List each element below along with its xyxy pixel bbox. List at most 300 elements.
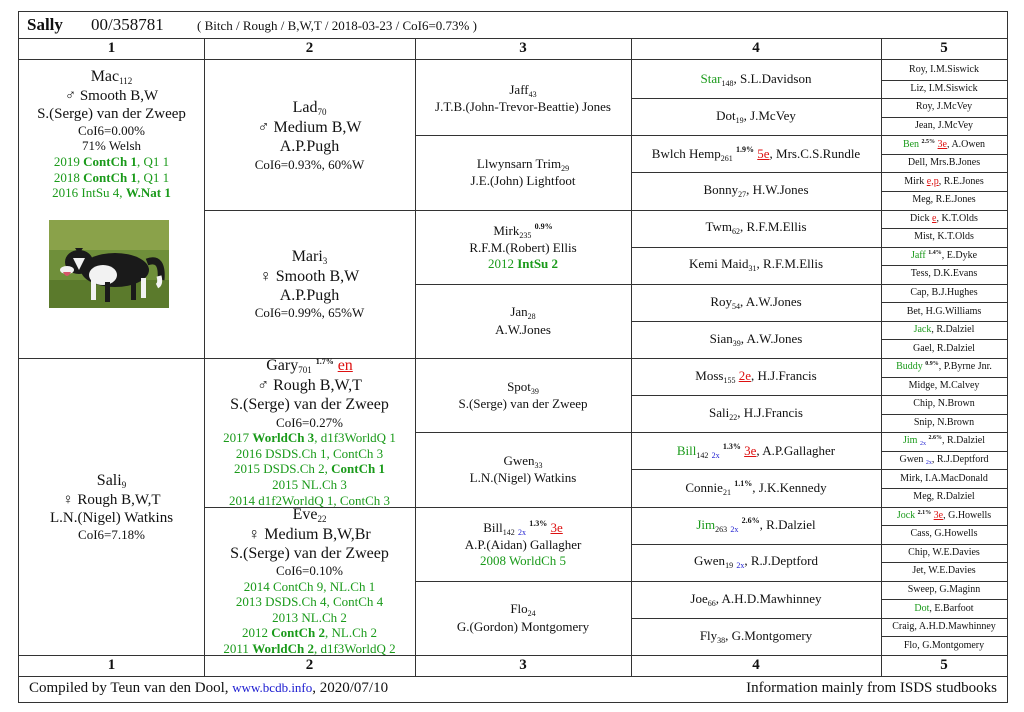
result-line	[204, 610, 415, 626]
coi-percent: 2.6%	[928, 434, 942, 441]
dog-name: Sali	[96, 471, 122, 489]
result-highlight: ContCh 1	[83, 153, 137, 169]
result-text: 2015 DSDS.Ch 2,	[234, 461, 332, 477]
dog-owner: , A.P.Gallagher	[756, 442, 836, 458]
dog-owner: , G.Montgomery	[917, 639, 985, 651]
dog-name: Star	[700, 70, 722, 86]
repeat-marker: 2x	[711, 450, 720, 460]
coi-percent: 2.1%	[917, 509, 932, 516]
dog-name-line	[881, 417, 1007, 429]
dog-owner: , S.L.Davidson	[733, 70, 812, 86]
dog-name: Bonny	[703, 182, 739, 198]
dog-name-line	[881, 380, 1007, 392]
result-line	[204, 641, 415, 657]
registration-suffix: 33	[534, 460, 543, 470]
result-text: 2018	[53, 169, 84, 185]
result-line	[204, 461, 415, 477]
pedigree-cell[interactable]	[881, 191, 1007, 210]
result-highlight: ContCh 1	[331, 461, 385, 477]
eye-marker: e	[932, 212, 937, 224]
dog-name: Llwynsarn Trim	[476, 155, 562, 171]
dog-owner: S.(Serge) van der Zweep	[458, 396, 588, 412]
dog-name: Spot	[507, 378, 531, 394]
pedigree-cell[interactable]	[204, 61, 415, 210]
dog-name-line	[415, 82, 631, 100]
registration-suffix: 142	[696, 450, 709, 460]
pedigree-cell[interactable]	[631, 544, 881, 581]
registration-suffix: 19	[725, 561, 734, 571]
dog-name-line	[881, 398, 1007, 410]
pedigree-cell[interactable]	[415, 61, 631, 135]
dog-name-line	[631, 145, 881, 164]
dog-owner: , A.H.D.Mawhinney	[715, 590, 822, 606]
dog-sex-line: ♂ Smooth B,W	[64, 87, 159, 104]
registration-suffix: 21	[722, 487, 731, 497]
result-text: 2013 DSDS.Ch 4, ContCh 4	[235, 594, 384, 610]
dog-owner: , I.M.Siswick	[923, 82, 978, 94]
pedigree-cell[interactable]	[881, 98, 1007, 117]
coi-percent: 1.3%	[722, 441, 741, 451]
dog-name-line	[881, 435, 1007, 448]
generation-label-1: 1	[107, 657, 116, 673]
dog-name: Dell	[907, 157, 926, 169]
eye-marker: 2e	[738, 367, 751, 383]
dog-name-line	[631, 71, 881, 89]
dog-name: Gael	[913, 342, 932, 354]
dog-name: Snip	[913, 416, 933, 428]
dog-owner: , W.E.Davies	[927, 546, 980, 558]
dog-name-line	[631, 553, 881, 571]
pedigree-cell[interactable]	[415, 284, 631, 358]
dog-name-line	[204, 247, 415, 267]
dog-name: Bet	[906, 305, 921, 317]
registration-suffix: 28	[527, 312, 536, 322]
pedigree-cell[interactable]	[881, 302, 1007, 321]
dog-name: Mirk	[904, 175, 925, 187]
footer-compiled: Compiled by Teun van den Dool,	[29, 680, 229, 696]
dog-owner: , G.Howells	[929, 528, 978, 540]
result-text: , d1f3WorldQ 1	[314, 430, 396, 446]
registration-suffix: 43	[528, 89, 537, 99]
pedigree-cell[interactable]	[631, 618, 881, 655]
dog-name-line	[204, 98, 415, 118]
dog-owner: , R.F.M.Ellis	[740, 219, 807, 235]
dog-owner: , B.J.Hughes	[926, 287, 978, 299]
generation-label-2: 2	[305, 657, 314, 673]
dog-name: Fly	[699, 627, 718, 643]
pedigree-cell[interactable]	[881, 544, 1007, 563]
eye-marker: 3e	[744, 442, 757, 458]
dog-name: Jaff	[910, 249, 926, 261]
repeat-marker: 2x	[919, 440, 926, 447]
pedigree-cell[interactable]	[881, 284, 1007, 303]
dog-name: Roy	[915, 101, 932, 113]
coi-value: CoI6=0.00%	[78, 122, 145, 138]
pedigree-cell[interactable]	[204, 358, 415, 507]
dog-name-line	[204, 505, 415, 525]
pedigree-cell[interactable]	[881, 618, 1007, 637]
pedigree-cell[interactable]	[631, 469, 881, 506]
dog-name: Gwen	[503, 452, 535, 468]
result-text: 2014 ContCh 9, NL.Ch 1	[243, 578, 376, 594]
registration-suffix: 9	[121, 479, 127, 490]
pedigree-cell[interactable]	[631, 247, 881, 284]
dog-name: Dick	[910, 212, 930, 224]
dog-name-line	[881, 287, 1007, 299]
dog-name-line	[204, 356, 415, 376]
dog-owner: A.P.Pugh	[279, 286, 340, 304]
dog-name: Jan	[510, 304, 528, 320]
registration-suffix: 27	[738, 190, 747, 200]
dog-name-line	[631, 368, 881, 386]
dog-owner: S.(Serge) van der Zweep	[230, 544, 389, 562]
pedigree-cell[interactable]	[881, 525, 1007, 544]
dog-name-line	[881, 621, 1007, 633]
pedigree-cell[interactable]	[631, 284, 881, 321]
pedigree-cell[interactable]	[881, 451, 1007, 470]
dog-owner: J.T.B.(John-Trevor-Beattie) Jones	[435, 99, 611, 115]
dog-name: Flo	[903, 639, 918, 651]
dog-name-line	[881, 250, 1007, 262]
pedigree-cell[interactable]	[881, 469, 1007, 488]
dog-name: Sian	[709, 330, 733, 346]
pedigree-cell[interactable]	[631, 395, 881, 432]
registration-suffix: 62	[732, 227, 741, 237]
registration-suffix: 70	[317, 107, 327, 118]
dog-name: Jim	[903, 434, 918, 446]
generation-label-4: 4	[752, 40, 760, 56]
footer-date: , 2020/07/10	[312, 680, 389, 696]
pedigree-cell[interactable]	[631, 581, 881, 618]
result-line	[204, 446, 415, 462]
result-line	[204, 430, 415, 446]
dog-name: Meg	[912, 194, 931, 206]
dog-owner: , I.A.MacDonald	[920, 472, 988, 484]
dog-owner: , A.H.D.Mawhinney	[914, 621, 996, 633]
dog-name-line	[881, 565, 1007, 577]
registration-suffix: 39	[530, 386, 539, 396]
registration-suffix: 66	[707, 598, 716, 608]
pedigree-cell[interactable]	[631, 98, 881, 135]
dog-name-line	[631, 256, 881, 274]
dog-name: Liz	[910, 82, 924, 94]
pedigree-cell[interactable]	[415, 432, 631, 506]
dog-owner: , J.K.Kennedy	[752, 479, 827, 495]
dog-owner: S.(Serge) van der Zweep	[230, 396, 389, 414]
dog-owner: , N.Brown	[932, 398, 975, 410]
dog-name-line	[881, 64, 1007, 76]
dog-name-line	[881, 324, 1007, 336]
result-text: 2019	[53, 153, 84, 169]
pedigree-cell[interactable]	[881, 395, 1007, 414]
dog-owner: , M.Calvey	[934, 379, 980, 391]
dog-sex-line: ♂ Rough B,W,T	[257, 377, 362, 395]
result-text: , Q1 1	[136, 169, 170, 185]
pedigree-cell[interactable]	[881, 414, 1007, 433]
registration-suffix: 235	[519, 230, 532, 240]
dog-name: Gwen	[694, 553, 726, 569]
pedigree-cell[interactable]	[881, 636, 1007, 655]
registration-suffix: 701	[298, 365, 312, 376]
result-highlight: IntSu 2	[517, 255, 559, 271]
pedigree-cell[interactable]	[881, 80, 1007, 99]
pedigree-cell[interactable]	[881, 358, 1007, 377]
result-text: 2016 DSDS.Ch 1, ContCh 3	[235, 445, 384, 461]
repeat-marker: 2x	[925, 459, 932, 466]
dog-name-line	[881, 510, 1007, 522]
dog-name: Flo	[510, 601, 528, 617]
dog-owner: , R.J.Deptford	[931, 453, 989, 465]
dog-owner: , R.Dalziel	[931, 324, 975, 336]
pedigree-cell[interactable]	[881, 432, 1007, 451]
pedigree-table	[18, 11, 1008, 703]
dog-owner: , G.Montgomery	[725, 627, 813, 643]
registration-suffix: 112	[119, 76, 133, 86]
dog-name-line	[415, 379, 631, 397]
dog-owner: , J.McVey	[932, 119, 974, 131]
dog-name: Connie	[685, 479, 723, 495]
dog-name-line	[631, 219, 881, 237]
result-highlight: ContCh 1	[83, 169, 137, 185]
dog-name: Chip	[913, 398, 933, 410]
coi-percent: 0.9%	[925, 361, 939, 368]
dog-name-line	[631, 405, 881, 423]
dog-name-line	[415, 156, 631, 174]
pedigree-cell[interactable]	[881, 599, 1007, 618]
dog-owner: L.N.(Nigel) Watkins	[469, 470, 577, 486]
pedigree-cell[interactable]	[881, 172, 1007, 191]
dog-owner: , R.Dalziel	[931, 491, 975, 503]
result-text: 2012	[487, 255, 518, 271]
registration-suffix: 54	[732, 301, 741, 311]
registration-suffix: 3	[322, 255, 328, 266]
result-line	[204, 477, 415, 493]
dog-owner: R.F.M.(Robert) Ellis	[469, 240, 577, 256]
dog-name-line	[881, 101, 1007, 113]
dog-name: Gwen	[899, 453, 924, 465]
pedigree-cell[interactable]	[881, 265, 1007, 284]
footer-credit	[29, 680, 388, 697]
pedigree-cell[interactable]	[881, 61, 1007, 80]
dog-name: Craig	[892, 621, 915, 633]
dog-owner: , P.Byrne Jnr.	[938, 361, 992, 373]
dog-owner: , Mrs.B.Jones	[925, 157, 981, 169]
pedigree-cell[interactable]	[19, 358, 204, 655]
dog-owner: , H.G.Williams	[920, 305, 982, 317]
registration-suffix: 29	[561, 163, 570, 173]
dog-name: Joe	[690, 590, 708, 606]
pedigree-cell[interactable]	[204, 507, 415, 656]
dog-name-line	[881, 528, 1007, 540]
pedigree-cell[interactable]	[631, 507, 881, 544]
pedigree-cell[interactable]	[631, 210, 881, 247]
pedigree-cell[interactable]	[415, 210, 631, 284]
generation-label-1: 1	[107, 40, 116, 56]
pedigree-cell[interactable]	[881, 117, 1007, 136]
pedigree-cell[interactable]	[881, 135, 1007, 154]
dog-name-line	[881, 343, 1007, 355]
coi-percent: 0.9%	[534, 221, 553, 231]
pedigree-cell[interactable]	[631, 172, 881, 209]
dog-name-line	[631, 516, 881, 535]
registration-suffix: 31	[748, 264, 757, 274]
registration-suffix: 155	[723, 375, 736, 385]
result-text: 2011	[223, 641, 253, 657]
coi-value: CoI6=7.18%	[78, 526, 145, 542]
pedigree-cell[interactable]	[631, 321, 881, 358]
dog-name: Gary	[266, 357, 299, 375]
dog-sex-line: ♀ Rough B,W,T	[62, 491, 161, 508]
welsh-percent: 71% Welsh	[81, 138, 141, 154]
dog-name-line	[881, 454, 1007, 467]
dog-name-line	[415, 601, 631, 619]
dog-owner: A.P.Pugh	[279, 138, 340, 156]
coi-value: CoI6=0.99%, 65%W	[254, 305, 365, 321]
coi-value: CoI6=0.27%	[276, 414, 343, 430]
registration-suffix: 19	[735, 115, 744, 125]
dog-owner: , A.Owen	[947, 138, 986, 150]
result-text: 2012	[241, 625, 272, 641]
pedigree-cell[interactable]	[881, 507, 1007, 526]
pedigree-cell[interactable]	[415, 135, 631, 209]
bcdb-link[interactable]: www.bcdb.info	[232, 680, 313, 695]
pedigree-cell[interactable]	[631, 135, 881, 172]
dog-name: Jet	[912, 565, 924, 577]
dog-owner: S.(Serge) van der Zweep	[37, 105, 186, 122]
result-text: 2014 d1f2WorldQ 1, ContCh 3	[228, 492, 391, 508]
pedigree-cell[interactable]	[415, 507, 631, 581]
dog-owner: L.N.(Nigel) Watkins	[49, 509, 174, 526]
dog-name-line	[881, 306, 1007, 318]
dog-name-line	[881, 473, 1007, 485]
dog-name: Bill	[483, 519, 503, 535]
dog-name: Buddy	[896, 361, 923, 373]
pedigree-cell[interactable]	[881, 247, 1007, 266]
result-text: 2017	[223, 430, 253, 446]
pedigree-cell[interactable]	[881, 581, 1007, 600]
generation-header-top	[19, 39, 1007, 60]
dog-name: Bill	[676, 442, 697, 458]
footer-source: Information mainly from ISDS studbooks	[746, 680, 997, 696]
pedigree-cell[interactable]	[881, 210, 1007, 229]
coi-percent: 1.4%	[928, 249, 942, 256]
registration-suffix: 38	[717, 635, 726, 645]
eye-marker: 3e	[550, 519, 563, 535]
dog-name: Bwlch Hemp	[651, 145, 721, 161]
pedigree-cell[interactable]	[881, 339, 1007, 358]
generation-label-4: 4	[752, 657, 760, 673]
pedigree-title-bar	[19, 12, 1007, 39]
dog-name: Midge	[908, 379, 935, 391]
pedigree-cell[interactable]	[881, 488, 1007, 507]
result-line	[415, 256, 631, 272]
dog-owner: , R.Dalziel	[931, 342, 975, 354]
dog-name-line	[881, 547, 1007, 559]
dog-name-line	[881, 139, 1007, 151]
dog-owner: , I.M.Siswick	[925, 64, 979, 76]
pedigree-cell[interactable]	[631, 61, 881, 98]
registration-suffix: 263	[715, 524, 728, 534]
dog-name-line	[631, 294, 881, 312]
dog-sex-line: ♀ Medium B,W,Br	[248, 525, 371, 543]
pedigree-cell[interactable]	[204, 210, 415, 359]
eye-marker: e,p	[926, 175, 939, 187]
registration-suffix: 142	[502, 527, 515, 537]
dog-name-line	[631, 331, 881, 349]
dog-name-line	[881, 194, 1007, 206]
dog-name: Mari	[291, 247, 323, 265]
dog-name: Tess	[910, 268, 929, 280]
dog-name-line	[881, 176, 1007, 188]
dog-name: Twm	[705, 219, 733, 235]
pedigree-cell[interactable]	[415, 581, 631, 655]
dog-name: Jock	[896, 509, 916, 521]
dog-owner: , Mrs.C.S.Rundle	[769, 145, 861, 161]
dog-name-line	[881, 120, 1007, 132]
dog-name: Sally	[27, 15, 63, 34]
repeat-marker: 2x	[730, 524, 739, 534]
pedigree-cell[interactable]	[631, 358, 881, 395]
result-text: 2016 IntSu 4,	[52, 185, 126, 201]
dog-name: Jaff	[509, 81, 529, 97]
eye-marker: 5e	[757, 145, 770, 161]
dog-owner: , D.K.Evans	[928, 268, 978, 280]
dog-info: ( Bitch / Rough / B,W,T / 2018-03-23 / CoI6=0.73% )	[197, 18, 477, 33]
result-text: , d1f3WorldQ 2	[313, 641, 396, 657]
pedigree-cell[interactable]	[881, 562, 1007, 581]
dog-sex-line: ♂ Medium B,W	[257, 119, 362, 137]
dog-name-line	[631, 108, 881, 126]
registration-number: 00/358781	[91, 15, 164, 34]
dog-name: Kemi Maid	[688, 256, 749, 272]
dog-name-line	[881, 268, 1007, 280]
registration-suffix: 22	[317, 513, 327, 524]
dog-owner: , E.Dyke	[941, 249, 978, 261]
dog-owner: J.E.(John) Lightfoot	[470, 173, 576, 189]
dog-name: Moss	[695, 367, 724, 383]
dog-name-line	[631, 591, 881, 609]
pedigree-cell[interactable]	[881, 154, 1007, 173]
coi-percent: 1.9%	[736, 144, 755, 154]
dog-name: Lad	[292, 99, 318, 117]
dog-name-line	[631, 182, 881, 200]
dog-owner: , J.McVey	[931, 101, 973, 113]
pedigree-cell[interactable]	[415, 358, 631, 432]
result-text: , Q1 1	[136, 153, 170, 169]
dog-owner: , H.W.Jones	[746, 182, 809, 198]
result-highlight: ContCh 2	[271, 625, 326, 641]
dog-name-line	[881, 640, 1007, 652]
eye-marker: 3e	[933, 509, 944, 521]
generation-label-3: 3	[519, 657, 527, 673]
coi-percent: 1.1%	[734, 478, 753, 488]
dog-owner: A.W.Jones	[495, 321, 551, 337]
coi-value: CoI6=0.93%, 60%W	[254, 156, 365, 172]
pedigree-cell[interactable]	[631, 432, 881, 469]
dog-name: Roy	[710, 293, 733, 309]
pedigree-cell[interactable]	[881, 377, 1007, 396]
dog-name: Mirk	[493, 222, 520, 238]
dog-owner: , H.J.Francis	[751, 367, 817, 383]
repeat-marker: 2x	[517, 527, 526, 537]
dog-name-line	[415, 222, 631, 241]
pedigree-cell[interactable]	[881, 228, 1007, 247]
generation-label-5: 5	[940, 40, 948, 56]
pedigree-cell[interactable]	[881, 321, 1007, 340]
pedigree-cell[interactable]	[19, 61, 204, 358]
result-highlight: W.Nat 1	[125, 185, 171, 201]
dog-name-line	[881, 603, 1007, 615]
